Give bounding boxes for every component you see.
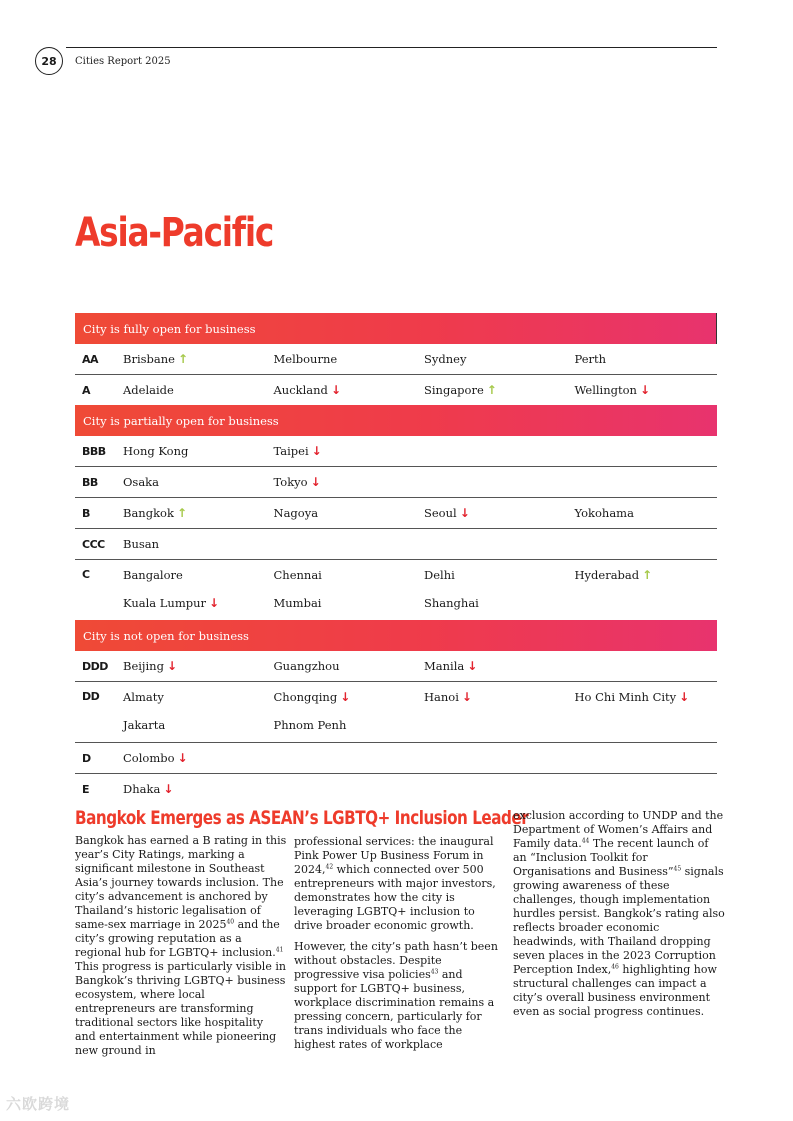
city-cell: Singapore ↑ — [424, 383, 497, 397]
trend-down-icon: ↓ — [330, 383, 341, 397]
city-cell: Ho Chi Minh City ↓ — [574, 690, 690, 704]
city-cell: Manila ↓ — [424, 659, 478, 673]
trend-down-icon: ↓ — [467, 659, 478, 673]
article-paragraph: Bangkok has earned a B rating in this year’s City Ratings, marking a significant milestone in Southeast Asia’s journey towards inclusion. The city’s advancement is anchored by Thailand’s historic legalisation of same-sex marriage in 2025$^{40}$ and the city’s growing reputation as a regional hub for LGBTQ+ inclusion.$^{41}$ This progress is particularly visible in Bangkok’s thriving LGBTQ+ business ecosystem, where local entrepreneurs are transforming traditional sectors like hospitality and entertainment while pioneering new ground in — [75, 834, 287, 1057]
trend-down-icon: ↓ — [639, 383, 651, 397]
trend-down-icon: ↓ — [310, 475, 321, 489]
rating-grade: DD — [82, 690, 100, 703]
rating-row-dd — [75, 682, 717, 743]
rating-row-aa — [75, 344, 717, 375]
trend-down-icon: ↓ — [209, 596, 220, 610]
city-cell: Kuala Lumpur ↓ — [123, 596, 220, 610]
rating-row-a — [75, 375, 717, 405]
city-cell: Dhaka ↓ — [123, 782, 174, 796]
city-cell: Chongqing ↓ — [273, 690, 351, 704]
trend-down-icon: ↓ — [459, 506, 470, 520]
rating-row-bb — [75, 467, 717, 498]
article-column-3 — [513, 809, 725, 1026]
trend-down-icon: ↓ — [461, 690, 472, 704]
city-cell: Auckland ↓ — [273, 383, 341, 397]
rating-row-b — [75, 498, 717, 529]
article-paragraph: exclusion according to UNDP and the Department of Women’s Affairs and Family data.$^{44}$ The recent launch of an “Inclusion Toolkit for Organisations and Business”$^{45}$ signals growing awareness of these challenges, though implementation hurdles persist. Bangkok’s rating also reflects broader economic headwinds, with Thailand dropping seven places in the 2023 Corruption Perception Index,$^{46}$ highlighting how structural challenges can impact a city’s overall business environment even as social progress continues. — [513, 809, 725, 1018]
band-partially-open: City is partially open for business — [75, 405, 717, 436]
page-number: 28 — [35, 47, 63, 75]
rating-row-ccc — [75, 529, 717, 560]
article-column-1 — [75, 834, 287, 1065]
city-cell: Brisbane ↑ — [123, 352, 189, 366]
rating-row-c — [75, 560, 717, 620]
section-title: Asia-Pacific — [75, 210, 274, 256]
city-cell: Beijing ↓ — [123, 659, 178, 673]
city-cell: Nagoya — [273, 506, 319, 520]
rating-row-e — [75, 774, 717, 804]
city-cell: Adelaide — [123, 383, 174, 397]
trend-down-icon: ↓ — [166, 659, 178, 673]
city-cell: Seoul ↓ — [424, 506, 470, 520]
rating-grade: CCC — [82, 537, 105, 551]
watermark-logo: 六欧跨境 — [6, 1095, 71, 1113]
trend-down-icon: ↓ — [679, 690, 690, 704]
trend-down-icon: ↓ — [177, 751, 188, 765]
trend-up-icon: ↑ — [642, 568, 653, 582]
city-cell: Tokyo ↓ — [273, 475, 321, 489]
rating-grade: E — [82, 782, 90, 796]
city-cell: Guangzhou — [273, 659, 340, 673]
trend-up-icon: ↑ — [176, 506, 187, 520]
city-cell: Yokohama — [574, 506, 634, 520]
trend-up-icon: ↑ — [177, 352, 189, 366]
article-paragraph: However, the city’s path hasn’t been without obstacles. Despite progressive visa policies$^{43}$ and support for LGBTQ+ business, workplace discrimination remains a pressing concern, particularly for trans individuals who face the highest rates of workplace — [294, 940, 498, 1051]
city-cell: Phnom Penh — [273, 718, 347, 732]
city-cell: Sydney — [424, 352, 467, 366]
article-paragraph: professional services: the inaugural Pink Power Up Business Forum in 2024,42 which connected over 500 entrepreneurs with major investors, demonstrates how the city is leveraging LGBTQ+ inclusion to drive broader economic growth. — [294, 835, 496, 932]
city-cell: Jakarta — [123, 718, 166, 732]
city-cell: Hanoi ↓ — [424, 690, 472, 704]
running-title: Cities Report 2025 — [75, 56, 171, 67]
rating-grade: A — [82, 383, 91, 397]
rating-row-bbb — [75, 436, 717, 467]
city-cell: Hong Kong — [123, 444, 189, 458]
city-cell: Delhi — [424, 568, 455, 582]
article-headline: Bangkok Emerges as ASEAN’s LGBTQ+ Inclusion Leader — [75, 807, 529, 829]
rating-grade: C — [82, 568, 90, 581]
rating-grade: BB — [82, 475, 98, 489]
rating-grade: AA — [82, 352, 99, 366]
city-cell: Hyderabad ↑ — [574, 568, 653, 582]
trend-up-icon: ↑ — [486, 383, 497, 397]
city-cell: Bangkok ↑ — [123, 506, 187, 520]
city-cell: Perth — [574, 352, 607, 366]
city-cell: Wellington ↓ — [574, 383, 651, 397]
rating-grade: DDD — [82, 659, 108, 673]
rating-grade: BBB — [82, 444, 106, 458]
trend-down-icon: ↓ — [163, 782, 174, 796]
rating-grade: D — [82, 751, 91, 765]
trend-down-icon: ↓ — [340, 690, 351, 704]
band-fully-open: City is fully open for business — [75, 313, 717, 344]
rating-grade: B — [82, 506, 90, 520]
city-cell: Bangalore — [123, 568, 183, 582]
article-column-2 — [294, 835, 504, 1059]
city-cell: Colombo ↓ — [123, 751, 188, 765]
city-cell: Almaty — [123, 690, 164, 704]
city-cell: Osaka — [123, 475, 160, 489]
city-cell: Shanghai — [424, 596, 479, 610]
city-cell: Chennai — [273, 568, 322, 582]
city-cell: Mumbai — [273, 596, 322, 610]
trend-down-icon: ↓ — [311, 444, 322, 458]
header-rule — [66, 47, 717, 48]
city-cell: Busan — [123, 537, 160, 551]
city-cell: Taipei ↓ — [273, 444, 322, 458]
city-cell: Melbourne — [273, 352, 338, 366]
band-not-open: City is not open for business — [75, 620, 717, 651]
rating-row-ddd — [75, 651, 717, 682]
city-ratings-table — [75, 313, 717, 804]
rating-row-d — [75, 743, 717, 774]
